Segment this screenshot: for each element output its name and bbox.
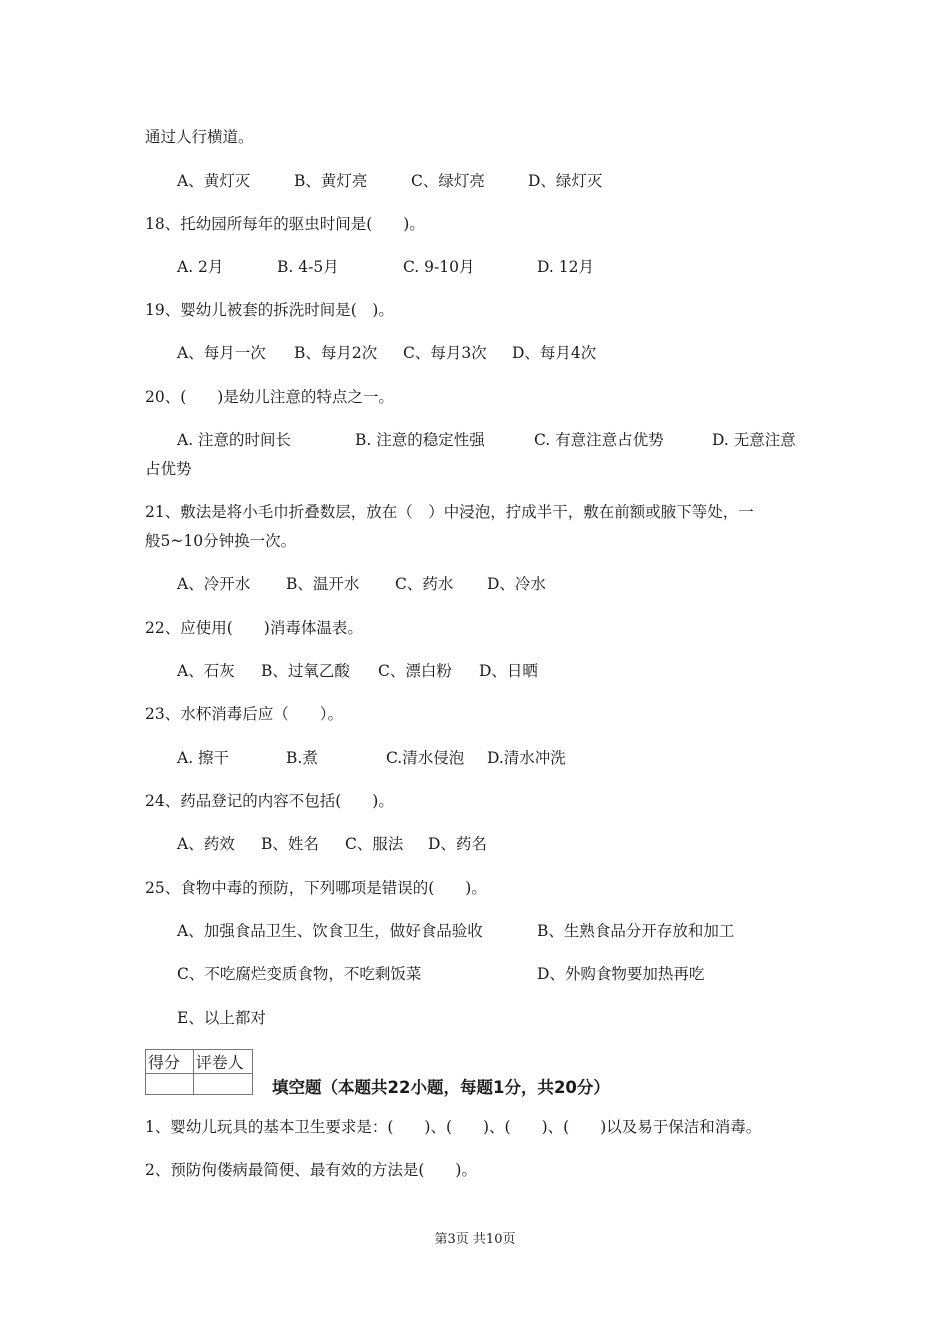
- option-d: D、绿灯灭: [528, 172, 603, 190]
- question-24: 24、药品登记的内容不包括( )。: [145, 792, 394, 810]
- question-18: 18、托幼园所每年的驱虫时间是( )。: [145, 215, 425, 233]
- option-c: C、不吃腐烂变质食物，不吃剩饭菜: [177, 965, 422, 983]
- option-c: C. 有意注意占优势: [534, 431, 664, 449]
- option-d: D、日晒: [479, 662, 538, 680]
- option-c: C. 9-10月: [403, 258, 475, 276]
- option-a: A、冷开水: [177, 575, 251, 593]
- question-19: 19、婴幼儿被套的拆洗时间是( )。: [145, 301, 394, 319]
- question-25: 25、食物中毒的预防，下列哪项是错误的( )。: [145, 879, 487, 897]
- option-b: B、每月2次: [294, 344, 378, 362]
- option-c: C.清水侵泡: [386, 749, 465, 767]
- reviewer-label: 评卷人: [193, 1050, 252, 1074]
- score-table: [145, 1049, 253, 1095]
- option-a: A. 2月: [177, 258, 224, 276]
- fill-question-2: 2、预防佝偻病最简便、最有效的方法是( )。: [145, 1161, 477, 1179]
- option-e: E、以上都对: [177, 1009, 266, 1027]
- option-c: C、漂白粉: [378, 662, 452, 680]
- question-20: 20、( )是幼儿注意的特点之一。: [145, 388, 394, 406]
- page-footer: 第3页 共10页: [434, 1232, 516, 1247]
- option-d: D、药名: [428, 835, 487, 853]
- score-label: 得分: [146, 1050, 194, 1074]
- option-b: B.煮: [286, 749, 318, 767]
- fill-question-1: 1、婴幼儿玩具的基本卫生要求是：( )、( )、( )、( )以及易于保洁和消毒。: [145, 1118, 762, 1136]
- option-c: C、服法: [345, 835, 404, 853]
- option-a: A. 擦干: [177, 749, 230, 767]
- reviewer-cell[interactable]: [193, 1074, 252, 1095]
- question-21-continuation: 般5~10分钟换一次。: [145, 532, 297, 550]
- option-d: D、每月4次: [512, 344, 597, 362]
- question-21: 21、敷法是将小毛巾折叠数层，放在（ ）中浸泡，拧成半干，敷在前额或腋下等处，一: [145, 503, 754, 521]
- option-b: B. 4-5月: [277, 258, 339, 276]
- option-d: D、冷水: [487, 575, 546, 593]
- option-b: B、温开水: [286, 575, 360, 593]
- question-20-continuation: 占优势: [145, 460, 192, 478]
- option-d: D. 无意注意: [712, 431, 796, 449]
- option-b: B. 注意的稳定性强: [355, 431, 485, 449]
- option-c: C、绿灯亮: [411, 172, 485, 190]
- option-a: A. 注意的时间长: [177, 431, 292, 449]
- option-b: B、过氧乙酸: [261, 662, 350, 680]
- option-a: A、石灰: [177, 662, 235, 680]
- option-d: D.清水冲洗: [487, 749, 566, 767]
- question-23: 23、水杯消毒后应（ ）。: [145, 705, 343, 723]
- option-b: B、生熟食品分开存放和加工: [537, 922, 735, 940]
- question-22: 22、应使用( )消毒体温表。: [145, 619, 363, 637]
- option-d: D. 12月: [537, 258, 594, 276]
- option-a: A、加强食品卫生、饮食卫生，做好食品验收: [177, 922, 483, 940]
- option-a: A、药效: [177, 835, 235, 853]
- option-b: B、姓名: [261, 835, 319, 853]
- option-c: C、药水: [395, 575, 454, 593]
- option-a: A、每月一次: [177, 344, 266, 362]
- score-cell[interactable]: [146, 1074, 194, 1095]
- option-a: A、黄灯灭: [177, 172, 251, 190]
- option-c: C、每月3次: [403, 344, 487, 362]
- option-b: B、黄灯亮: [294, 172, 368, 190]
- section-title: 填空题（本题共22小题，每题1分，共20分）: [272, 1078, 610, 1097]
- question-17-continuation: 通过人行横道。: [145, 128, 254, 146]
- option-d: D、外购食物要加热再吃: [537, 965, 705, 983]
